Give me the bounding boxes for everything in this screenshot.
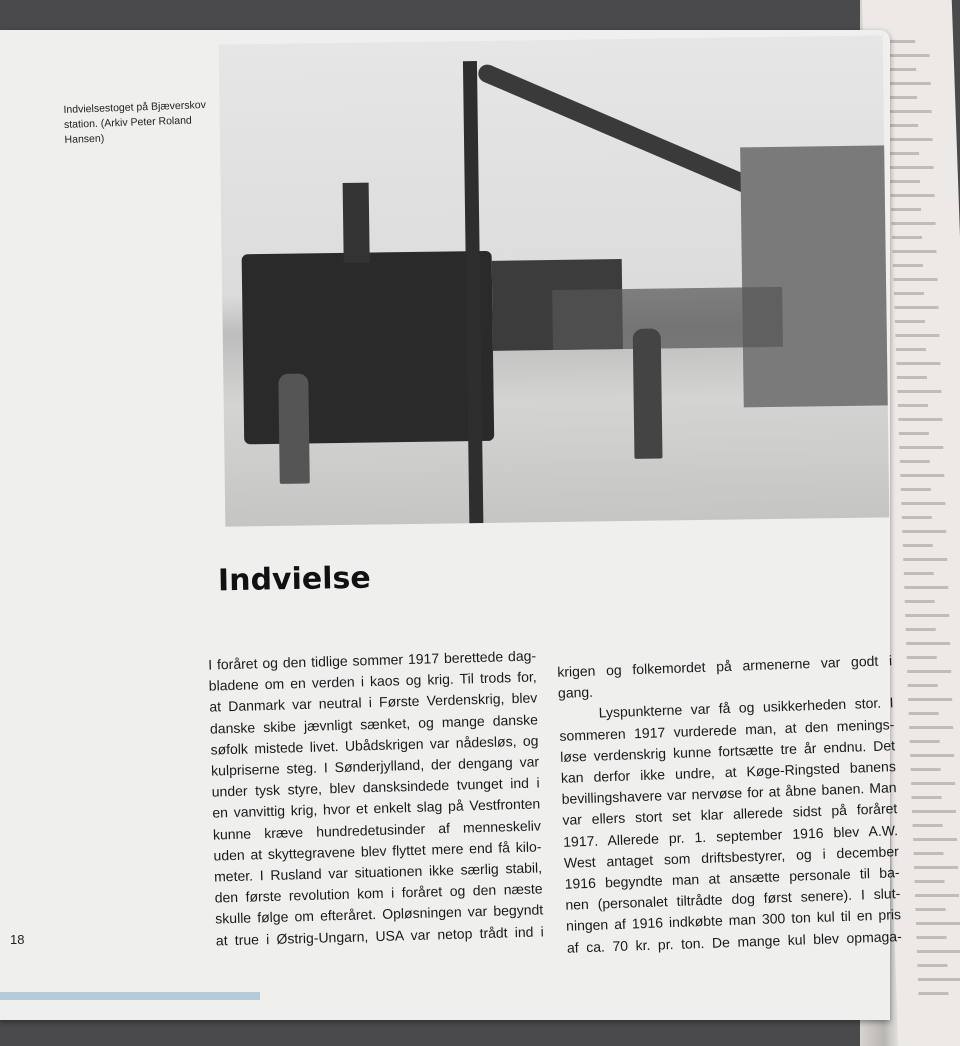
facing-page-text-line: [892, 250, 936, 253]
page-edge: [0, 992, 260, 1000]
text-line: meter. I Rusland var situationen ikke særlig stabil,: [213, 859, 543, 885]
facing-page-text-line: [903, 544, 933, 547]
facing-page-text-line: [910, 740, 940, 743]
facing-page-text-line: [890, 166, 934, 169]
facing-page-text-line: [907, 670, 951, 673]
facing-page-text-line: [912, 810, 956, 813]
facing-page-text-line: [918, 992, 948, 995]
text-line: at true i Østrig-Ungarn, USA var netop trådt ind i: [215, 923, 544, 949]
facing-page-text-line: [913, 852, 943, 855]
facing-page-text-line: [902, 516, 932, 519]
facing-page-text-line: [894, 306, 938, 309]
text-line: den første revolution kom i foråret og den næste: [214, 880, 543, 906]
text-line: sommeren 1917 vurderede man, at den menings-: [559, 715, 895, 744]
text-line: gang.: [557, 683, 594, 702]
facing-page-text-line: [886, 68, 916, 71]
text-line: en vanvittig krig, hvor et enkelt slag på Vestfronten: [212, 795, 541, 821]
facing-page-text-line: [898, 418, 942, 421]
text-column-2: [557, 650, 902, 958]
facing-page-text-line: [886, 54, 930, 57]
facing-page-text-line: [888, 110, 932, 113]
facing-page-text-line: [913, 824, 943, 827]
facing-page-text-line: [914, 866, 958, 869]
text-line: nen (personalet tiltrådte dog først senere). I slut-: [565, 885, 901, 914]
facing-page-text-line: [915, 908, 945, 911]
facing-page-text-line: [911, 782, 955, 785]
facing-page-text-line: [900, 474, 944, 477]
facing-page-text-line: [896, 362, 940, 365]
facing-page-text-line: [904, 572, 934, 575]
text-line: kulpriserne steg. I Sønderjylland, der dengang var: [210, 753, 540, 779]
facing-page-text-line: [917, 950, 960, 953]
facing-page-text-line: [893, 264, 923, 267]
text-line: søfolk mistede livet. Ubådskrigen var nådesløs, og: [210, 732, 539, 758]
station-building: [740, 145, 889, 407]
facing-page-text-line: [906, 642, 950, 645]
text-line: 1916 begyndte man at ansætte personale til ba-: [564, 864, 900, 892]
facing-page-text-line: [899, 446, 943, 449]
text-line: I foråret og den tidlige sommer 1917 berettede dag-: [207, 647, 537, 673]
facing-page-text-line: [905, 600, 935, 603]
text-line: ningen af 1916 indkøbte man 300 ton kul til en pris: [565, 906, 902, 935]
facing-page-text-line: [912, 796, 942, 799]
facing-page-text-line: [904, 586, 948, 589]
facing-page-text-line: [901, 502, 945, 505]
text-line: af ca. 70 kr. pr. ton. De mange kul blev opmaga-: [566, 927, 902, 956]
facing-page-text-line: [915, 894, 959, 897]
photo-caption: Indvielsestoget på Bjæverskov station. (Arkiv Peter Roland Hansen): [63, 99, 207, 146]
text-line: var ellers stort set klar allerede sidst på foråret: [562, 800, 898, 829]
man-by-locomotive: [278, 373, 310, 483]
text-line: 1917. Allerede pr. 1. september 1916 blev A.W.: [562, 821, 899, 850]
facing-page-text-line: [910, 754, 954, 757]
facing-page-text-line: [899, 432, 929, 435]
facing-page-text-line: [913, 838, 957, 841]
facing-page-text-line: [900, 460, 930, 463]
facing-page-text-line: [891, 208, 921, 211]
facing-page-text-line: [911, 768, 941, 771]
facing-page-text-line: [909, 726, 953, 729]
facing-page-text-line: [909, 712, 939, 715]
facing-page-text-line: [891, 194, 935, 197]
facing-page-text-line: [907, 656, 937, 659]
facing-page-text-line: [897, 376, 927, 379]
text-line: skulle følge om efteråret. Opløsningen var begyndt: [215, 901, 544, 927]
facing-page-text-line: [901, 488, 931, 491]
facing-page-text-line: [896, 348, 926, 351]
facing-page-text-line: [894, 292, 924, 295]
text-line: under tysk styre, blev dansksindede tvunget ind i: [211, 774, 540, 800]
article-heading: Indvielse: [217, 560, 371, 599]
facing-page-text-line: [908, 684, 938, 687]
facing-page-text-line: [887, 96, 917, 99]
text-line: danske skibe jævnligt sænket, og mange danske: [209, 711, 539, 737]
facing-page-text-line: [914, 880, 944, 883]
facing-page-text-line: [889, 138, 933, 141]
page-number: 18: [10, 932, 25, 947]
facing-page-text-line: [895, 334, 939, 337]
facing-page-text-line: [903, 558, 947, 561]
text-line: kunne kræve hundredetusinder af menneskeliv: [212, 817, 542, 843]
crowd: [552, 287, 783, 350]
facing-page-text-line: [916, 936, 946, 939]
facing-page-text-line: [890, 180, 920, 183]
facing-page-text-line: [898, 404, 928, 407]
standing-boy: [633, 329, 663, 459]
text-line: Lyspunkterne var få og usikkerheden stor. I: [598, 694, 894, 721]
facing-page-text-line: [917, 964, 947, 967]
text-line: West antaget som driftsbestyrer, og i december: [563, 842, 900, 871]
facing-page-text-line: [895, 320, 925, 323]
facing-page-text-line: [891, 222, 935, 225]
text-line: krigen og folkemordet på armenerne var godt i: [556, 652, 893, 680]
text-column-1: [208, 645, 544, 951]
facing-page-text-line: [892, 236, 922, 239]
facing-page-text-line: [897, 390, 941, 393]
text-line: bevillingshavere var nervøse for at åbne banen. Man: [561, 779, 897, 808]
facing-page-text-line: [906, 628, 936, 631]
chimney: [343, 183, 370, 263]
facing-page-text-line: [902, 530, 946, 533]
text-line: at Danmark var neutral i Første Verdenskrig, blev: [209, 689, 538, 716]
text-line: uden at skyttegravene blev flyttet mere end få kilo-: [213, 838, 542, 864]
facing-page-text-line: [887, 82, 931, 85]
facing-page-text-line: [908, 698, 952, 701]
historic-train-photo: [219, 35, 890, 526]
facing-page-text-line: [916, 922, 960, 925]
facing-page-text-line: [888, 124, 918, 127]
facing-page-text-line: [905, 614, 949, 617]
text-line: kan derfor ikke undre, at Køge-Ringsted banens: [560, 758, 897, 786]
facing-page-text-line: [918, 978, 960, 981]
text-line: løse verdenskrig kunne fortsætte tre år endnu. Det: [559, 737, 896, 765]
text-line: bladene om en verden i kaos og krig. Til trods for,: [208, 668, 537, 694]
facing-page-text-line: [893, 278, 937, 281]
facing-page-text-line: [889, 152, 919, 155]
